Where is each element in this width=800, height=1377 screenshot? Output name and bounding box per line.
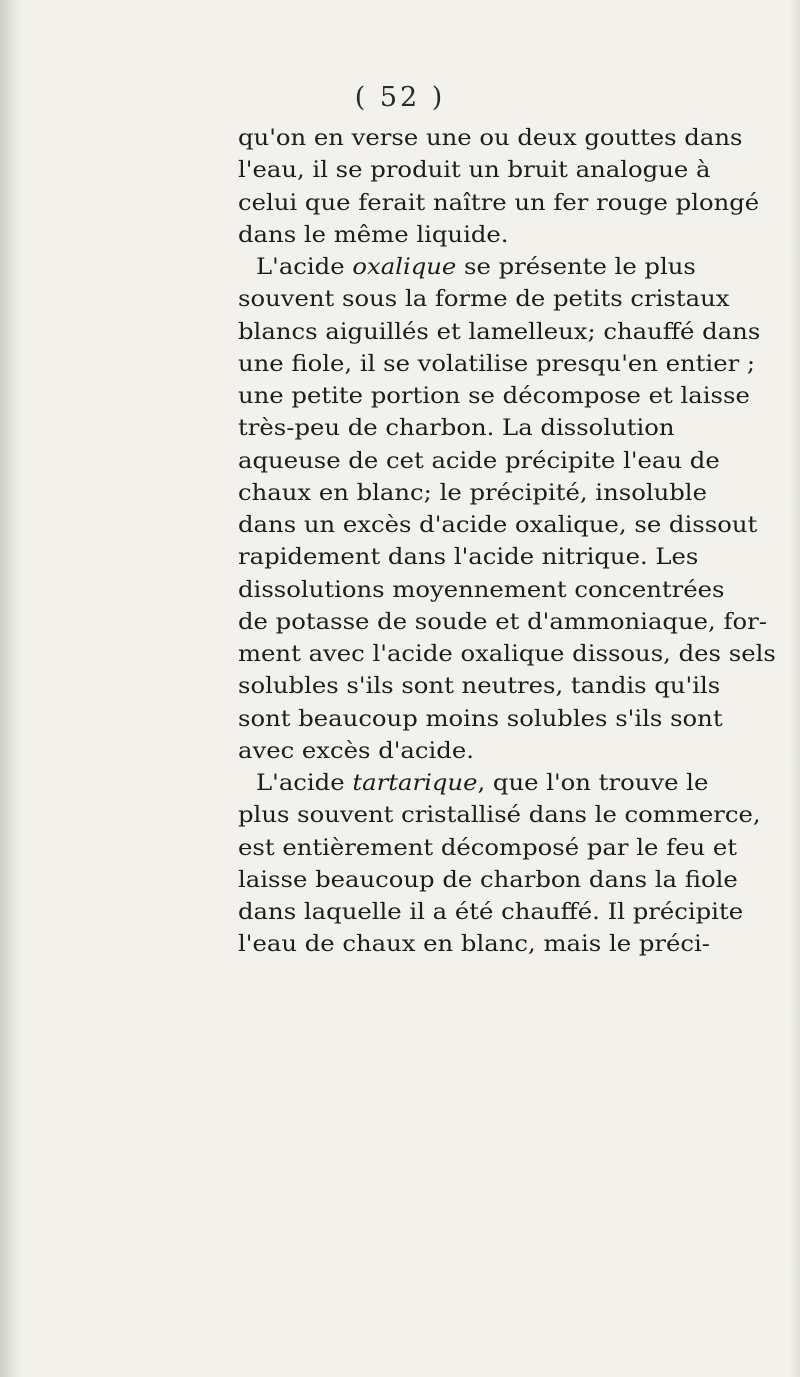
- text-line: [238, 445, 798, 477]
- text-line: [238, 541, 798, 573]
- text-line: [238, 316, 798, 348]
- text-segment: plus souvent cristallisé dans le commerce,: [238, 802, 761, 829]
- text-segment: celui que ferait naître un fer rouge plongé: [238, 189, 760, 216]
- text-segment: dissolutions moyennement concentrées: [238, 576, 725, 603]
- text-segment: sont beaucoup moins solubles s'ils sont: [238, 705, 723, 732]
- text-segment: qu'on en verse une ou deux gouttes dans: [238, 125, 743, 151]
- text-segment: est entièrement décomposé par le feu et: [238, 834, 737, 861]
- text-segment: souvent sous la forme de petits cristaux: [238, 286, 730, 313]
- text-line: [238, 799, 798, 831]
- italic-term: oxalique: [352, 254, 457, 280]
- text-line: [238, 187, 798, 219]
- text-line: [238, 348, 798, 380]
- page-number: ( 52 ): [354, 82, 446, 113]
- italic-term: tartarique: [352, 770, 478, 796]
- text-segment: laisse beaucoup de charbon dans la fiole: [238, 866, 738, 893]
- text-line: [238, 896, 798, 928]
- text-segment: ment avec l'acide oxalique dissous, des sels: [238, 641, 776, 667]
- text-segment: l'eau de chaux en blanc, mais le préci-: [238, 931, 710, 958]
- text-segment: dans laquelle il a été chauffé. Il précipite: [238, 899, 744, 925]
- text-segment: blancs aiguillés et lamelleux; chauffé dans: [238, 318, 761, 345]
- text-segment: de potasse de soude et d'ammoniaque, for-: [238, 608, 767, 635]
- text-segment: se présente le plus: [456, 254, 696, 280]
- text-line: [238, 251, 798, 283]
- text-line: [238, 412, 798, 444]
- text-line: [238, 574, 798, 606]
- text-segment: dans un excès d'acide oxalique, se dissout: [238, 512, 758, 538]
- text-line: [238, 154, 798, 186]
- text-line: [238, 380, 798, 412]
- page-edge-shadow-left: [0, 0, 22, 1377]
- text-segment: rapidement dans l'acide nitrique. Les: [238, 544, 699, 571]
- text-line: [238, 638, 798, 670]
- text-segment: L'acide: [256, 770, 353, 796]
- text-line: [238, 670, 798, 702]
- text-segment: solubles s'ils sont neutres, tandis qu'ils: [238, 673, 721, 700]
- text-line: [238, 767, 798, 799]
- body-text: [238, 122, 798, 961]
- text-segment: une petite portion se décompose et laisse: [238, 383, 750, 409]
- text-line: [238, 219, 798, 251]
- text-segment: une fiole, il se volatilise presqu'en entier ;: [238, 350, 756, 377]
- text-line: [238, 928, 798, 960]
- text-line: [238, 832, 798, 864]
- text-segment: très-peu de charbon. La dissolution: [238, 415, 675, 442]
- text-segment: L'acide: [256, 254, 353, 280]
- text-line: [238, 606, 798, 638]
- text-segment: chaux en blanc; le précipité, insoluble: [238, 479, 707, 506]
- text-segment: avec excès d'acide.: [238, 737, 474, 764]
- text-segment: aqueuse de cet acide précipite l'eau de: [238, 447, 720, 474]
- text-segment: , que l'on trouve le: [477, 770, 709, 796]
- text-line: [238, 509, 798, 541]
- text-line: [238, 735, 798, 767]
- text-line: [238, 122, 798, 154]
- text-line: [238, 703, 798, 735]
- text-line: [238, 477, 798, 509]
- text-segment: dans le même liquide.: [238, 221, 509, 248]
- text-line: [238, 864, 798, 896]
- text-line: [238, 283, 798, 315]
- text-segment: l'eau, il se produit un bruit analogue à: [238, 157, 711, 184]
